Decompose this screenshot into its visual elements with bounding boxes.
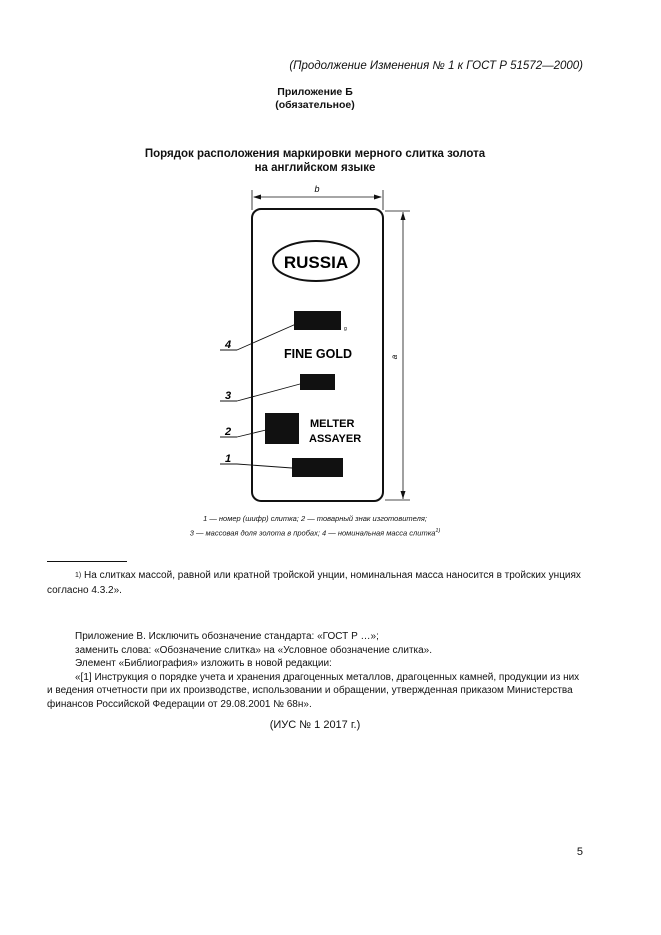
caption-line2-text: 3 — массовая доля золота в пробах; 4 — номинальная масса слитка <box>189 528 436 538</box>
dimension-a <box>385 211 410 500</box>
appendix-title: Приложение Б <box>277 86 353 98</box>
trademark-box <box>265 413 299 444</box>
melter-label: MELTER <box>310 418 355 430</box>
russia-label: RUSSIA <box>283 253 349 272</box>
body-paragraph: Приложение В. Исключить обозначение стандарта: «ГОСТ Р …»; <box>75 631 379 642</box>
callout-1 <box>220 453 292 468</box>
callout-3-label: 3 <box>225 390 232 402</box>
dimension-a-label: a <box>390 354 399 360</box>
serial-number-box <box>292 458 343 477</box>
running-header: (Продолжение Изменения № 1 к ГОСТ Р 51572—2000) <box>289 60 583 72</box>
callout-1-label: 1 <box>225 453 232 465</box>
amendment-text <box>47 630 587 711</box>
assayer-label: ASSAYER <box>309 433 362 445</box>
caption-footnote-ref: 1) <box>435 528 441 534</box>
caption-line2 <box>0 525 630 540</box>
body-paragraph: Элемент «Библиография» изложить в новой редакции: <box>75 658 332 669</box>
fineness-box <box>300 374 335 390</box>
dimension-b <box>252 184 383 210</box>
figure-title-line2: на английском языке <box>254 162 376 174</box>
footnote <box>47 568 587 598</box>
fine-gold-label: FINE GOLD <box>283 347 353 361</box>
figure-caption <box>0 513 630 540</box>
callout-2-label: 2 <box>225 426 232 438</box>
nominal-mass-box <box>294 311 341 330</box>
mass-unit-mark: g <box>344 326 347 332</box>
callout-3 <box>220 384 300 402</box>
caption-line1: 1 — номер (шифр) слитка; 2 — товарный знак изготовителя; <box>203 514 427 523</box>
callout-4-label: 4 <box>225 339 232 351</box>
appendix-status: (обязательное) <box>275 99 355 111</box>
dimension-b-label: b <box>314 184 320 194</box>
figure-title-line1: Порядок расположения маркировки мерного слитка золота <box>144 148 486 160</box>
footnote-separator <box>47 561 127 562</box>
page-number: 5 <box>576 846 583 858</box>
body-paragraph: «[1] Инструкция о порядке учета и хранения драгоценных металлов, драгоценных камней, продукции из них и ведения отчетности при их производстве, использовании и обращении, утвержденная приказом Министерства финансов Российской Федерации от 29.08.2001 № 68н». <box>47 671 580 710</box>
ius-reference: (ИУС № 1 2017 г.) <box>269 719 361 731</box>
footnote-mark: 1) <box>75 572 82 579</box>
footnote-text: На слитках массой, равной или кратной тройской унции, номинальная масса наносится в тройских унциях согласно 4.3.2». <box>47 570 581 596</box>
callout-2 <box>220 426 266 438</box>
body-paragraph: заменить слова: «Обозначение слитка» на «Условное обозначение слитка». <box>75 644 433 656</box>
